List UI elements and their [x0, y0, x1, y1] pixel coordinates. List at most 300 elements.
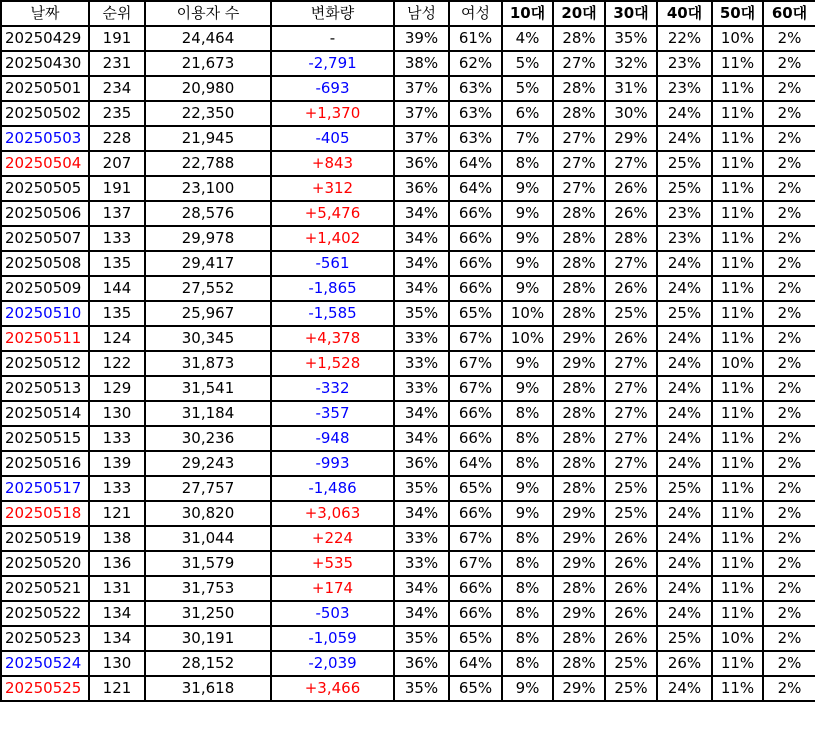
date-cell: 20250518 [1, 501, 89, 526]
age-10s-cell: 9% [502, 176, 553, 201]
rank-cell: 135 [89, 251, 145, 276]
age-30s-cell: 31% [605, 76, 657, 101]
age-50s-cell: 11% [712, 526, 763, 551]
male-pct-cell: 36% [394, 451, 449, 476]
header-users: 이용자 수 [145, 1, 271, 26]
header-age-60s: 60대 [763, 1, 815, 26]
age-50s-cell: 11% [712, 76, 763, 101]
age-10s-cell: 9% [502, 201, 553, 226]
rank-cell: 139 [89, 451, 145, 476]
age-10s-cell: 7% [502, 126, 553, 151]
table-row [1, 626, 815, 651]
male-pct-cell: 38% [394, 51, 449, 76]
age-40s-cell: 22% [657, 26, 712, 51]
male-pct-cell: 33% [394, 326, 449, 351]
female-pct-cell: 64% [449, 651, 502, 676]
date-cell: 20250511 [1, 326, 89, 351]
age-50s-cell: 11% [712, 451, 763, 476]
date-cell: 20250503 [1, 126, 89, 151]
age-30s-cell: 27% [605, 426, 657, 451]
rank-cell: 133 [89, 426, 145, 451]
age-40s-cell: 24% [657, 526, 712, 551]
age-20s-cell: 28% [553, 26, 605, 51]
date-cell: 20250521 [1, 576, 89, 601]
female-pct-cell: 66% [449, 226, 502, 251]
rank-cell: 122 [89, 351, 145, 376]
age-50s-cell: 11% [712, 301, 763, 326]
table-row [1, 501, 815, 526]
rank-cell: 121 [89, 676, 145, 701]
age-60s-cell: 2% [763, 26, 815, 51]
age-20s-cell: 28% [553, 201, 605, 226]
age-50s-cell: 11% [712, 151, 763, 176]
female-pct-cell: 67% [449, 526, 502, 551]
age-20s-cell: 28% [553, 276, 605, 301]
age-20s-cell: 28% [553, 301, 605, 326]
age-20s-cell: 28% [553, 576, 605, 601]
male-pct-cell: 36% [394, 176, 449, 201]
age-20s-cell: 28% [553, 476, 605, 501]
rank-cell: 129 [89, 376, 145, 401]
male-pct-cell: 36% [394, 151, 449, 176]
change-cell: +535 [271, 551, 394, 576]
age-10s-cell: 5% [502, 51, 553, 76]
male-pct-cell: 34% [394, 426, 449, 451]
rank-cell: 138 [89, 526, 145, 551]
users-cell: 28,576 [145, 201, 271, 226]
age-40s-cell: 24% [657, 601, 712, 626]
users-cell: 31,250 [145, 601, 271, 626]
header-age-20s: 20대 [553, 1, 605, 26]
users-cell: 31,541 [145, 376, 271, 401]
age-50s-cell: 11% [712, 326, 763, 351]
age-40s-cell: 23% [657, 201, 712, 226]
male-pct-cell: 33% [394, 376, 449, 401]
table-row [1, 151, 815, 176]
age-60s-cell: 2% [763, 626, 815, 651]
age-20s-cell: 29% [553, 551, 605, 576]
age-50s-cell: 11% [712, 51, 763, 76]
change-cell: -1,585 [271, 301, 394, 326]
date-cell: 20250520 [1, 551, 89, 576]
age-30s-cell: 25% [605, 301, 657, 326]
age-20s-cell: 29% [553, 601, 605, 626]
users-cell: 31,184 [145, 401, 271, 426]
age-40s-cell: 23% [657, 76, 712, 101]
date-cell: 20250519 [1, 526, 89, 551]
age-50s-cell: 11% [712, 601, 763, 626]
header-rank: 순위 [89, 1, 145, 26]
age-30s-cell: 26% [605, 176, 657, 201]
change-cell: +1,402 [271, 226, 394, 251]
age-60s-cell: 2% [763, 401, 815, 426]
age-10s-cell: 8% [502, 551, 553, 576]
age-60s-cell: 2% [763, 226, 815, 251]
change-cell: -993 [271, 451, 394, 476]
male-pct-cell: 37% [394, 126, 449, 151]
male-pct-cell: 34% [394, 401, 449, 426]
female-pct-cell: 67% [449, 326, 502, 351]
users-cell: 29,978 [145, 226, 271, 251]
date-cell: 20250516 [1, 451, 89, 476]
users-cell: 25,967 [145, 301, 271, 326]
age-60s-cell: 2% [763, 451, 815, 476]
table-row [1, 376, 815, 401]
age-60s-cell: 2% [763, 551, 815, 576]
age-20s-cell: 27% [553, 51, 605, 76]
age-30s-cell: 25% [605, 476, 657, 501]
female-pct-cell: 66% [449, 501, 502, 526]
female-pct-cell: 66% [449, 576, 502, 601]
female-pct-cell: 66% [449, 426, 502, 451]
rank-cell: 134 [89, 626, 145, 651]
age-40s-cell: 23% [657, 51, 712, 76]
rank-cell: 191 [89, 176, 145, 201]
male-pct-cell: 33% [394, 351, 449, 376]
date-cell: 20250524 [1, 651, 89, 676]
age-30s-cell: 26% [605, 201, 657, 226]
age-60s-cell: 2% [763, 201, 815, 226]
age-10s-cell: 8% [502, 426, 553, 451]
date-cell: 20250430 [1, 51, 89, 76]
users-cell: 31,873 [145, 351, 271, 376]
age-20s-cell: 28% [553, 626, 605, 651]
age-60s-cell: 2% [763, 176, 815, 201]
age-30s-cell: 29% [605, 126, 657, 151]
age-30s-cell: 27% [605, 151, 657, 176]
age-50s-cell: 11% [712, 476, 763, 501]
age-20s-cell: 27% [553, 126, 605, 151]
male-pct-cell: 35% [394, 676, 449, 701]
age-60s-cell: 2% [763, 376, 815, 401]
age-40s-cell: 24% [657, 451, 712, 476]
users-cell: 31,618 [145, 676, 271, 701]
male-pct-cell: 34% [394, 601, 449, 626]
age-10s-cell: 5% [502, 76, 553, 101]
age-50s-cell: 11% [712, 426, 763, 451]
change-cell: -2,039 [271, 651, 394, 676]
header-date: 날짜 [1, 1, 89, 26]
age-40s-cell: 24% [657, 351, 712, 376]
male-pct-cell: 37% [394, 101, 449, 126]
date-cell: 20250506 [1, 201, 89, 226]
age-50s-cell: 10% [712, 351, 763, 376]
age-10s-cell: 10% [502, 301, 553, 326]
users-cell: 27,757 [145, 476, 271, 501]
date-cell: 20250505 [1, 176, 89, 201]
age-10s-cell: 9% [502, 226, 553, 251]
female-pct-cell: 65% [449, 476, 502, 501]
male-pct-cell: 33% [394, 526, 449, 551]
table-row [1, 476, 815, 501]
date-cell: 20250523 [1, 626, 89, 651]
rank-cell: 131 [89, 576, 145, 601]
age-30s-cell: 32% [605, 51, 657, 76]
age-10s-cell: 9% [502, 376, 553, 401]
age-20s-cell: 29% [553, 501, 605, 526]
table-row [1, 351, 815, 376]
male-pct-cell: 34% [394, 201, 449, 226]
change-cell: -1,059 [271, 626, 394, 651]
age-30s-cell: 27% [605, 401, 657, 426]
age-50s-cell: 10% [712, 26, 763, 51]
age-40s-cell: 24% [657, 126, 712, 151]
male-pct-cell: 39% [394, 26, 449, 51]
users-cell: 24,464 [145, 26, 271, 51]
rank-cell: 134 [89, 601, 145, 626]
table-row [1, 176, 815, 201]
age-60s-cell: 2% [763, 601, 815, 626]
age-20s-cell: 28% [553, 101, 605, 126]
rank-cell: 191 [89, 26, 145, 51]
male-pct-cell: 35% [394, 476, 449, 501]
male-pct-cell: 34% [394, 576, 449, 601]
table-row [1, 251, 815, 276]
male-pct-cell: 33% [394, 551, 449, 576]
age-50s-cell: 11% [712, 126, 763, 151]
table-row [1, 676, 815, 701]
users-cell: 30,820 [145, 501, 271, 526]
rank-cell: 133 [89, 476, 145, 501]
age-30s-cell: 30% [605, 101, 657, 126]
date-cell: 20250509 [1, 276, 89, 301]
header-change: 변화량 [271, 1, 394, 26]
rank-cell: 136 [89, 551, 145, 576]
age-40s-cell: 25% [657, 476, 712, 501]
rank-cell: 124 [89, 326, 145, 351]
age-10s-cell: 8% [502, 601, 553, 626]
rank-cell: 135 [89, 301, 145, 326]
table-row [1, 426, 815, 451]
date-cell: 20250501 [1, 76, 89, 101]
date-cell: 20250507 [1, 226, 89, 251]
age-30s-cell: 26% [605, 601, 657, 626]
age-10s-cell: 8% [502, 576, 553, 601]
age-60s-cell: 2% [763, 276, 815, 301]
male-pct-cell: 34% [394, 251, 449, 276]
age-60s-cell: 2% [763, 101, 815, 126]
users-cell: 30,236 [145, 426, 271, 451]
age-50s-cell: 11% [712, 676, 763, 701]
change-cell: +843 [271, 151, 394, 176]
change-cell: -561 [271, 251, 394, 276]
date-cell: 20250517 [1, 476, 89, 501]
male-pct-cell: 37% [394, 76, 449, 101]
age-50s-cell: 11% [712, 501, 763, 526]
age-30s-cell: 35% [605, 26, 657, 51]
rank-cell: 228 [89, 126, 145, 151]
table-row [1, 576, 815, 601]
age-60s-cell: 2% [763, 651, 815, 676]
age-50s-cell: 11% [712, 251, 763, 276]
female-pct-cell: 64% [449, 451, 502, 476]
age-30s-cell: 26% [605, 626, 657, 651]
table-row [1, 551, 815, 576]
age-10s-cell: 8% [502, 651, 553, 676]
age-30s-cell: 28% [605, 226, 657, 251]
change-cell: -693 [271, 76, 394, 101]
age-60s-cell: 2% [763, 51, 815, 76]
female-pct-cell: 63% [449, 76, 502, 101]
users-cell: 29,417 [145, 251, 271, 276]
age-10s-cell: 6% [502, 101, 553, 126]
age-20s-cell: 28% [553, 426, 605, 451]
rank-cell: 235 [89, 101, 145, 126]
age-20s-cell: 27% [553, 176, 605, 201]
date-cell: 20250504 [1, 151, 89, 176]
users-cell: 23,100 [145, 176, 271, 201]
age-10s-cell: 8% [502, 626, 553, 651]
header-row [1, 1, 815, 26]
change-cell: +312 [271, 176, 394, 201]
female-pct-cell: 65% [449, 676, 502, 701]
age-40s-cell: 24% [657, 251, 712, 276]
age-10s-cell: 8% [502, 401, 553, 426]
table-row [1, 651, 815, 676]
age-30s-cell: 27% [605, 251, 657, 276]
change-cell: +224 [271, 526, 394, 551]
age-60s-cell: 2% [763, 676, 815, 701]
age-20s-cell: 28% [553, 226, 605, 251]
age-20s-cell: 28% [553, 401, 605, 426]
age-50s-cell: 11% [712, 226, 763, 251]
age-40s-cell: 24% [657, 101, 712, 126]
age-30s-cell: 27% [605, 376, 657, 401]
age-60s-cell: 2% [763, 126, 815, 151]
table-row [1, 76, 815, 101]
age-50s-cell: 11% [712, 176, 763, 201]
rank-cell: 231 [89, 51, 145, 76]
female-pct-cell: 63% [449, 101, 502, 126]
change-cell: -405 [271, 126, 394, 151]
table-row [1, 126, 815, 151]
male-pct-cell: 34% [394, 501, 449, 526]
change-cell: -503 [271, 601, 394, 626]
age-20s-cell: 28% [553, 376, 605, 401]
age-20s-cell: 27% [553, 151, 605, 176]
age-60s-cell: 2% [763, 351, 815, 376]
male-pct-cell: 35% [394, 626, 449, 651]
female-pct-cell: 67% [449, 351, 502, 376]
users-cell: 22,350 [145, 101, 271, 126]
age-40s-cell: 25% [657, 626, 712, 651]
table-row [1, 276, 815, 301]
table-row [1, 601, 815, 626]
users-cell: 30,345 [145, 326, 271, 351]
age-30s-cell: 26% [605, 326, 657, 351]
users-cell: 31,044 [145, 526, 271, 551]
age-30s-cell: 26% [605, 551, 657, 576]
age-60s-cell: 2% [763, 326, 815, 351]
age-30s-cell: 25% [605, 676, 657, 701]
age-10s-cell: 9% [502, 276, 553, 301]
female-pct-cell: 67% [449, 376, 502, 401]
age-10s-cell: 9% [502, 676, 553, 701]
date-cell: 20250515 [1, 426, 89, 451]
change-cell: +1,370 [271, 101, 394, 126]
age-50s-cell: 11% [712, 101, 763, 126]
age-40s-cell: 24% [657, 426, 712, 451]
female-pct-cell: 63% [449, 126, 502, 151]
age-10s-cell: 8% [502, 526, 553, 551]
users-cell: 20,980 [145, 76, 271, 101]
male-pct-cell: 36% [394, 651, 449, 676]
age-20s-cell: 28% [553, 251, 605, 276]
age-20s-cell: 28% [553, 451, 605, 476]
date-cell: 20250429 [1, 26, 89, 51]
age-50s-cell: 11% [712, 376, 763, 401]
age-20s-cell: 28% [553, 76, 605, 101]
users-cell: 21,945 [145, 126, 271, 151]
rank-cell: 130 [89, 401, 145, 426]
date-cell: 20250522 [1, 601, 89, 626]
header-female: 여성 [449, 1, 502, 26]
users-cell: 31,753 [145, 576, 271, 601]
change-cell: - [271, 26, 394, 51]
change-cell: +3,063 [271, 501, 394, 526]
table-row [1, 51, 815, 76]
female-pct-cell: 62% [449, 51, 502, 76]
age-40s-cell: 24% [657, 401, 712, 426]
female-pct-cell: 64% [449, 176, 502, 201]
age-40s-cell: 24% [657, 376, 712, 401]
age-30s-cell: 25% [605, 651, 657, 676]
date-cell: 20250512 [1, 351, 89, 376]
age-40s-cell: 24% [657, 326, 712, 351]
users-cell: 30,191 [145, 626, 271, 651]
age-40s-cell: 24% [657, 276, 712, 301]
female-pct-cell: 66% [449, 201, 502, 226]
table-row [1, 101, 815, 126]
table-body [1, 26, 815, 701]
date-cell: 20250510 [1, 301, 89, 326]
age-50s-cell: 11% [712, 576, 763, 601]
age-60s-cell: 2% [763, 576, 815, 601]
rank-cell: 130 [89, 651, 145, 676]
age-50s-cell: 11% [712, 201, 763, 226]
change-cell: +174 [271, 576, 394, 601]
age-20s-cell: 29% [553, 676, 605, 701]
female-pct-cell: 66% [449, 601, 502, 626]
change-cell: +1,528 [271, 351, 394, 376]
age-10s-cell: 4% [502, 26, 553, 51]
users-cell: 22,788 [145, 151, 271, 176]
users-cell: 21,673 [145, 51, 271, 76]
change-cell: -357 [271, 401, 394, 426]
female-pct-cell: 66% [449, 401, 502, 426]
male-pct-cell: 34% [394, 226, 449, 251]
age-10s-cell: 9% [502, 476, 553, 501]
table-row [1, 526, 815, 551]
rank-cell: 133 [89, 226, 145, 251]
age-10s-cell: 9% [502, 501, 553, 526]
female-pct-cell: 66% [449, 276, 502, 301]
age-50s-cell: 11% [712, 551, 763, 576]
age-40s-cell: 23% [657, 226, 712, 251]
rank-cell: 144 [89, 276, 145, 301]
rank-cell: 121 [89, 501, 145, 526]
age-50s-cell: 10% [712, 626, 763, 651]
age-60s-cell: 2% [763, 501, 815, 526]
rank-cell: 137 [89, 201, 145, 226]
age-20s-cell: 29% [553, 351, 605, 376]
change-cell: +5,476 [271, 201, 394, 226]
age-60s-cell: 2% [763, 526, 815, 551]
female-pct-cell: 61% [449, 26, 502, 51]
table-row [1, 326, 815, 351]
age-30s-cell: 26% [605, 576, 657, 601]
age-40s-cell: 26% [657, 651, 712, 676]
